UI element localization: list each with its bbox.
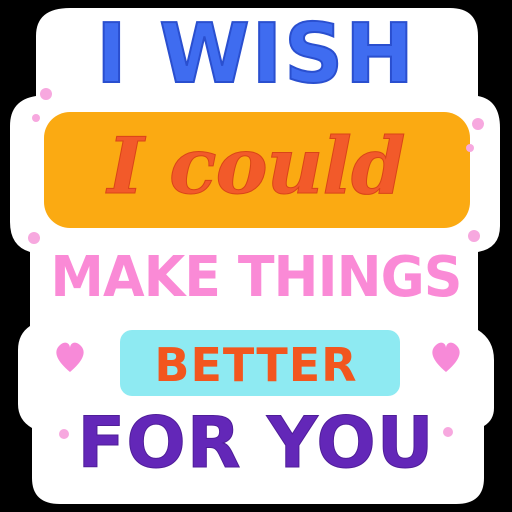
headline-i-wish: I WISH bbox=[96, 7, 416, 102]
headline-for-you: FOR YOU bbox=[77, 402, 435, 484]
headline-make-things: MAKE THINGS bbox=[50, 245, 462, 310]
headline-better: BETTER bbox=[154, 338, 358, 392]
dot-icon bbox=[28, 232, 40, 244]
dot-icon bbox=[468, 230, 480, 242]
dot-icon bbox=[32, 114, 40, 122]
headline-i-could: I could bbox=[107, 121, 405, 212]
